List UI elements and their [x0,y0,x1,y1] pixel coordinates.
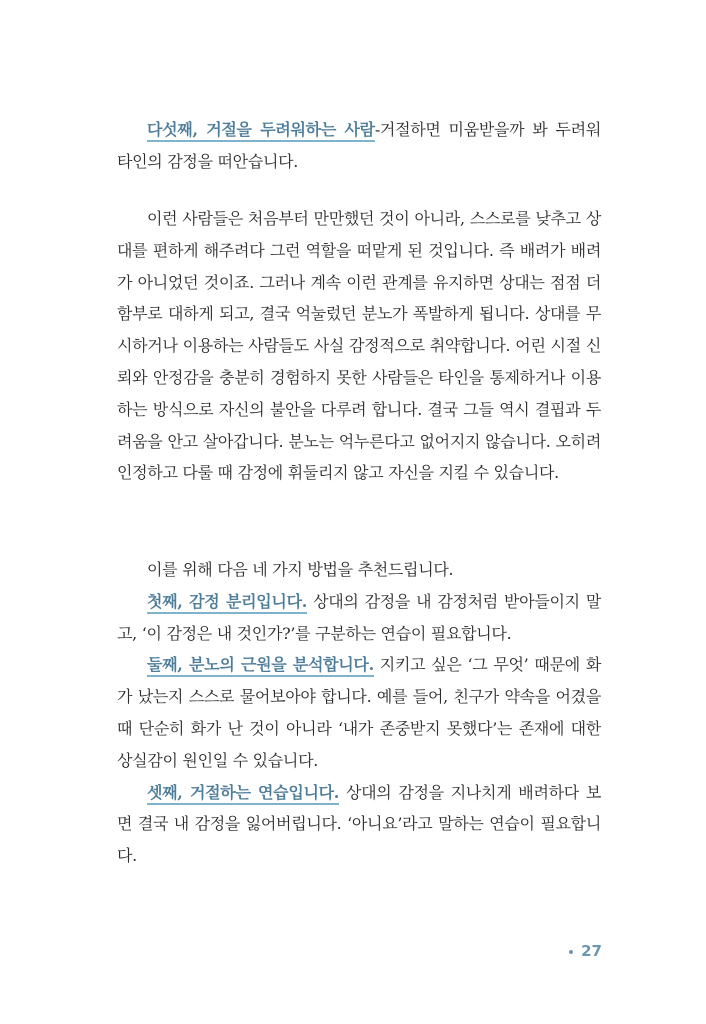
explanation-paragraph [117,203,601,489]
section-heading: 다섯째, 거절을 두려워하는 사람 [147,120,375,142]
methods-section [117,554,601,872]
method-heading: 셋째, 거절하는 연습입니다. [147,783,339,805]
method-text: 상대의 감정을 내 감정처럼 받아들이지 말고, ‘이 감정은 내 것인가?’를 구분하는 연습이 필요합니다. [117,591,601,643]
method-heading: 첫째, 감정 분리입니다. [147,592,307,614]
page-number: 27 [581,942,602,960]
section-fifth-type [117,114,601,178]
method-heading: 둘째, 분노의 근원을 분석합니다. [147,655,374,677]
method-text: 상대의 감정을 지나치게 배려하다 보면 결국 내 감정을 잃어버립니다. ‘아니요’라고 말하는 연습이 필요합니다. [117,782,601,866]
page-footer [569,942,602,960]
method-item [117,586,601,650]
paragraph-text: 이런 사람들은 처음부터 만만했던 것이 아니라, 스스로를 낮추고 상대를 편하게 해주려다 그런 역할을 떠맡게 된 것입니다. 즉 배려가 배려가 아니었던 것이죠. 그러나 계속 이런 관계를 유지하면 상대는 점점 더 함부로 대하게 되고, 결국 억눌렀던 분노가 폭발하게 됩니다. 상대를 무시하거나 이용하는 사람들도 사실 감정적으로 취약합니다. 어린 시절 신뢰와 안정감을 충분히 경험하지 못한 사람들은 타인을 통제하거나 이용하는 방식으로 자신의 불안을 다루려 합니다. 결국 그들 역시 결핍과 두려움을 안고 살아갑니다. 분노는 억누른다고 없어지지 않습니다. 오히려 인정하고 다룰 때 감정에 휘둘리지 않고 자신을 지킬 수 있습니다. [117,209,601,483]
bullet-dot-icon [569,950,573,954]
method-item [117,649,601,776]
paragraph-text: -거절하면 미움받을까 봐 두려워 타인의 감정을 떠안습니다. [117,120,601,171]
method-text: 지키고 싶은 ‘그 무엇’ 때문에 화가 났는지 스스로 물어보아야 합니다. 예를 들어, 친구가 약속을 어겼을 때 단순히 화가 난 것이 아니라 ‘내가 존중받지 못했다’는 존재에 대한 상실감이 원인일 수 있습니다. [117,655,601,770]
method-item [117,777,601,872]
methods-intro: 이를 위해 다음 네 가지 방법을 추천드립니다. [147,560,454,579]
